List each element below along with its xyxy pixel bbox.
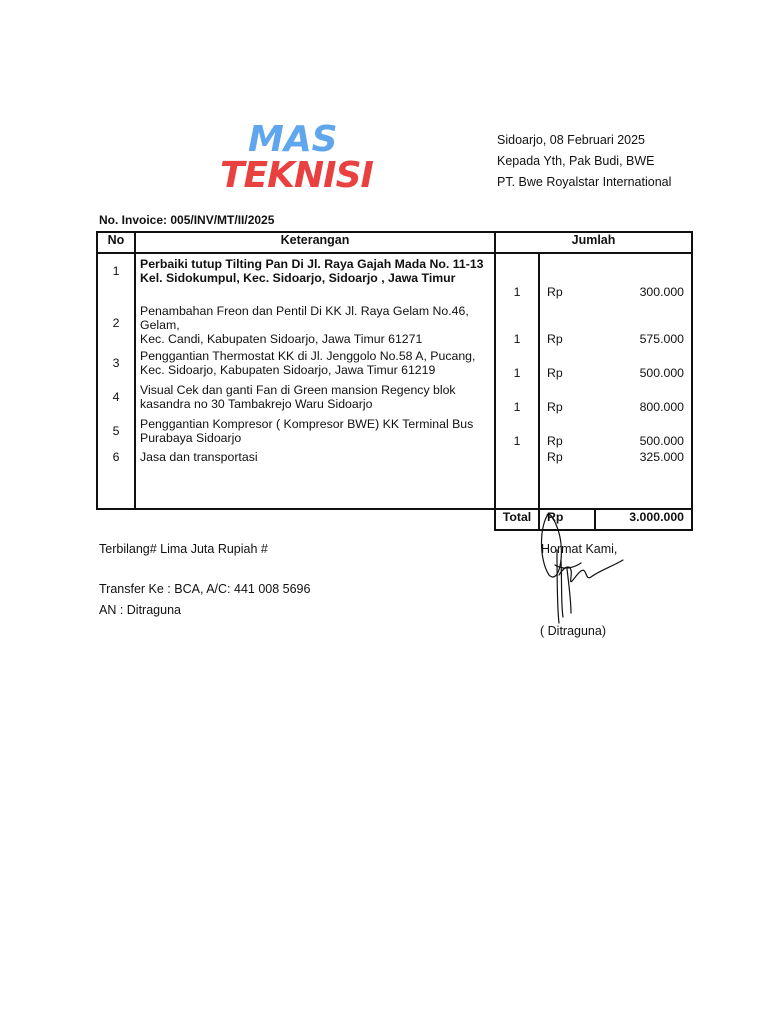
row-amount: 500.000 xyxy=(595,414,692,448)
desc-line: Penambahan Freon dan Pentil Di KK Jl. Raya Gelam No.46, xyxy=(140,304,469,318)
row-description xyxy=(135,346,495,380)
signature-image xyxy=(535,505,630,630)
desc-line: Penggantian Kompresor ( Kompresor BWE) KK Terminal Bus xyxy=(140,417,474,431)
table-row xyxy=(97,448,692,509)
table-row xyxy=(97,346,692,380)
signer-name: ( Ditraguna) xyxy=(540,624,606,638)
header-description: Keterangan xyxy=(135,232,495,253)
row-description xyxy=(135,448,495,509)
recipient: Kepada Yth, Pak Budi, BWE xyxy=(497,154,655,168)
logo-line-teknisi: TEKNISI xyxy=(220,155,373,196)
terbilang-text: Terbilang# Lima Juta Rupiah # xyxy=(99,542,268,556)
table-header-row xyxy=(97,232,692,253)
total-label: Total xyxy=(495,509,539,530)
row-currency: Rp xyxy=(547,434,563,448)
table-row xyxy=(97,380,692,414)
row-qty: 1 xyxy=(495,346,539,380)
row-currency: Rp xyxy=(547,332,563,346)
invoice-number: No. Invoice: 005/INV/MT/II/2025 xyxy=(99,213,275,227)
header-no: No xyxy=(97,232,135,253)
desc-line: kasandra no 30 Tambakrejo Waru Sidoarjo xyxy=(140,397,373,411)
row-amount: 800.000 xyxy=(595,380,692,414)
desc-line: Perbaiki tutup Tilting Pan Di Jl. Raya Gajah Mada No. 11-13 xyxy=(140,257,484,271)
total-currency: Rp xyxy=(539,509,595,530)
desc-line: Visual Cek dan ganti Fan di Green mansion Regency blok xyxy=(140,383,456,397)
desc-line: Kec. Sidoarjo, Kabupaten Sidoarjo, Jawa Timur 61219 xyxy=(140,363,436,377)
recipient-company: PT. Bwe Royalstar International xyxy=(497,175,672,189)
row-number: 2 xyxy=(97,300,135,346)
total-amount: 3.000.000 xyxy=(595,509,692,530)
row-description xyxy=(135,253,495,300)
row-qty: 1 xyxy=(495,300,539,346)
row-currency: Rp xyxy=(547,285,563,299)
regards-text: Hormat Kami, xyxy=(541,542,618,556)
row-qty: 1 xyxy=(495,253,539,300)
row-currency: Rp xyxy=(547,366,563,380)
company-logo xyxy=(214,118,373,200)
row-currency: Rp xyxy=(547,400,563,414)
row-number: 5 xyxy=(97,414,135,448)
invoice-table xyxy=(96,231,693,531)
desc-line: Penggantian Thermostat KK di Jl. Jenggolo No.58 A, Pucang, xyxy=(140,349,476,363)
row-qty: 1 xyxy=(495,414,539,448)
row-amount: 325.000 xyxy=(595,448,692,509)
account-name: AN : Ditraguna xyxy=(99,603,181,617)
row-number: 1 xyxy=(97,253,135,300)
desc-line: Gelam, xyxy=(140,318,180,332)
row-qty: 1 xyxy=(495,380,539,414)
row-description xyxy=(135,414,495,448)
table-row xyxy=(97,253,692,300)
table-row xyxy=(97,300,692,346)
desc-line: Jasa dan transportasi xyxy=(140,450,258,464)
desc-line: Kel. Sidokumpul, Kec. Sidoarjo, Sidoarjo , Jawa Timur xyxy=(140,271,456,285)
row-amount: 500.000 xyxy=(595,346,692,380)
place-date: Sidoarjo, 08 Februari 2025 xyxy=(497,133,646,147)
row-number: 3 xyxy=(97,346,135,380)
row-description xyxy=(135,380,495,414)
transfer-info: Transfer Ke : BCA, A/C: 441 008 5696 xyxy=(99,582,311,596)
desc-line: Kec. Candi, Kabupaten Sidoarjo, Jawa Timur 61271 xyxy=(140,332,423,346)
row-number: 6 xyxy=(97,448,135,509)
header-amount: Jumlah xyxy=(495,232,692,253)
row-qty xyxy=(495,448,539,509)
row-currency: Rp xyxy=(539,448,595,509)
table-row xyxy=(97,414,692,448)
row-amount: 575.000 xyxy=(595,300,692,346)
desc-line: Purabaya Sidoarjo xyxy=(140,431,242,445)
row-description xyxy=(135,300,495,346)
logo-line-mas: MAS xyxy=(248,119,338,160)
row-amount: 300.000 xyxy=(595,253,692,300)
row-number: 4 xyxy=(97,380,135,414)
